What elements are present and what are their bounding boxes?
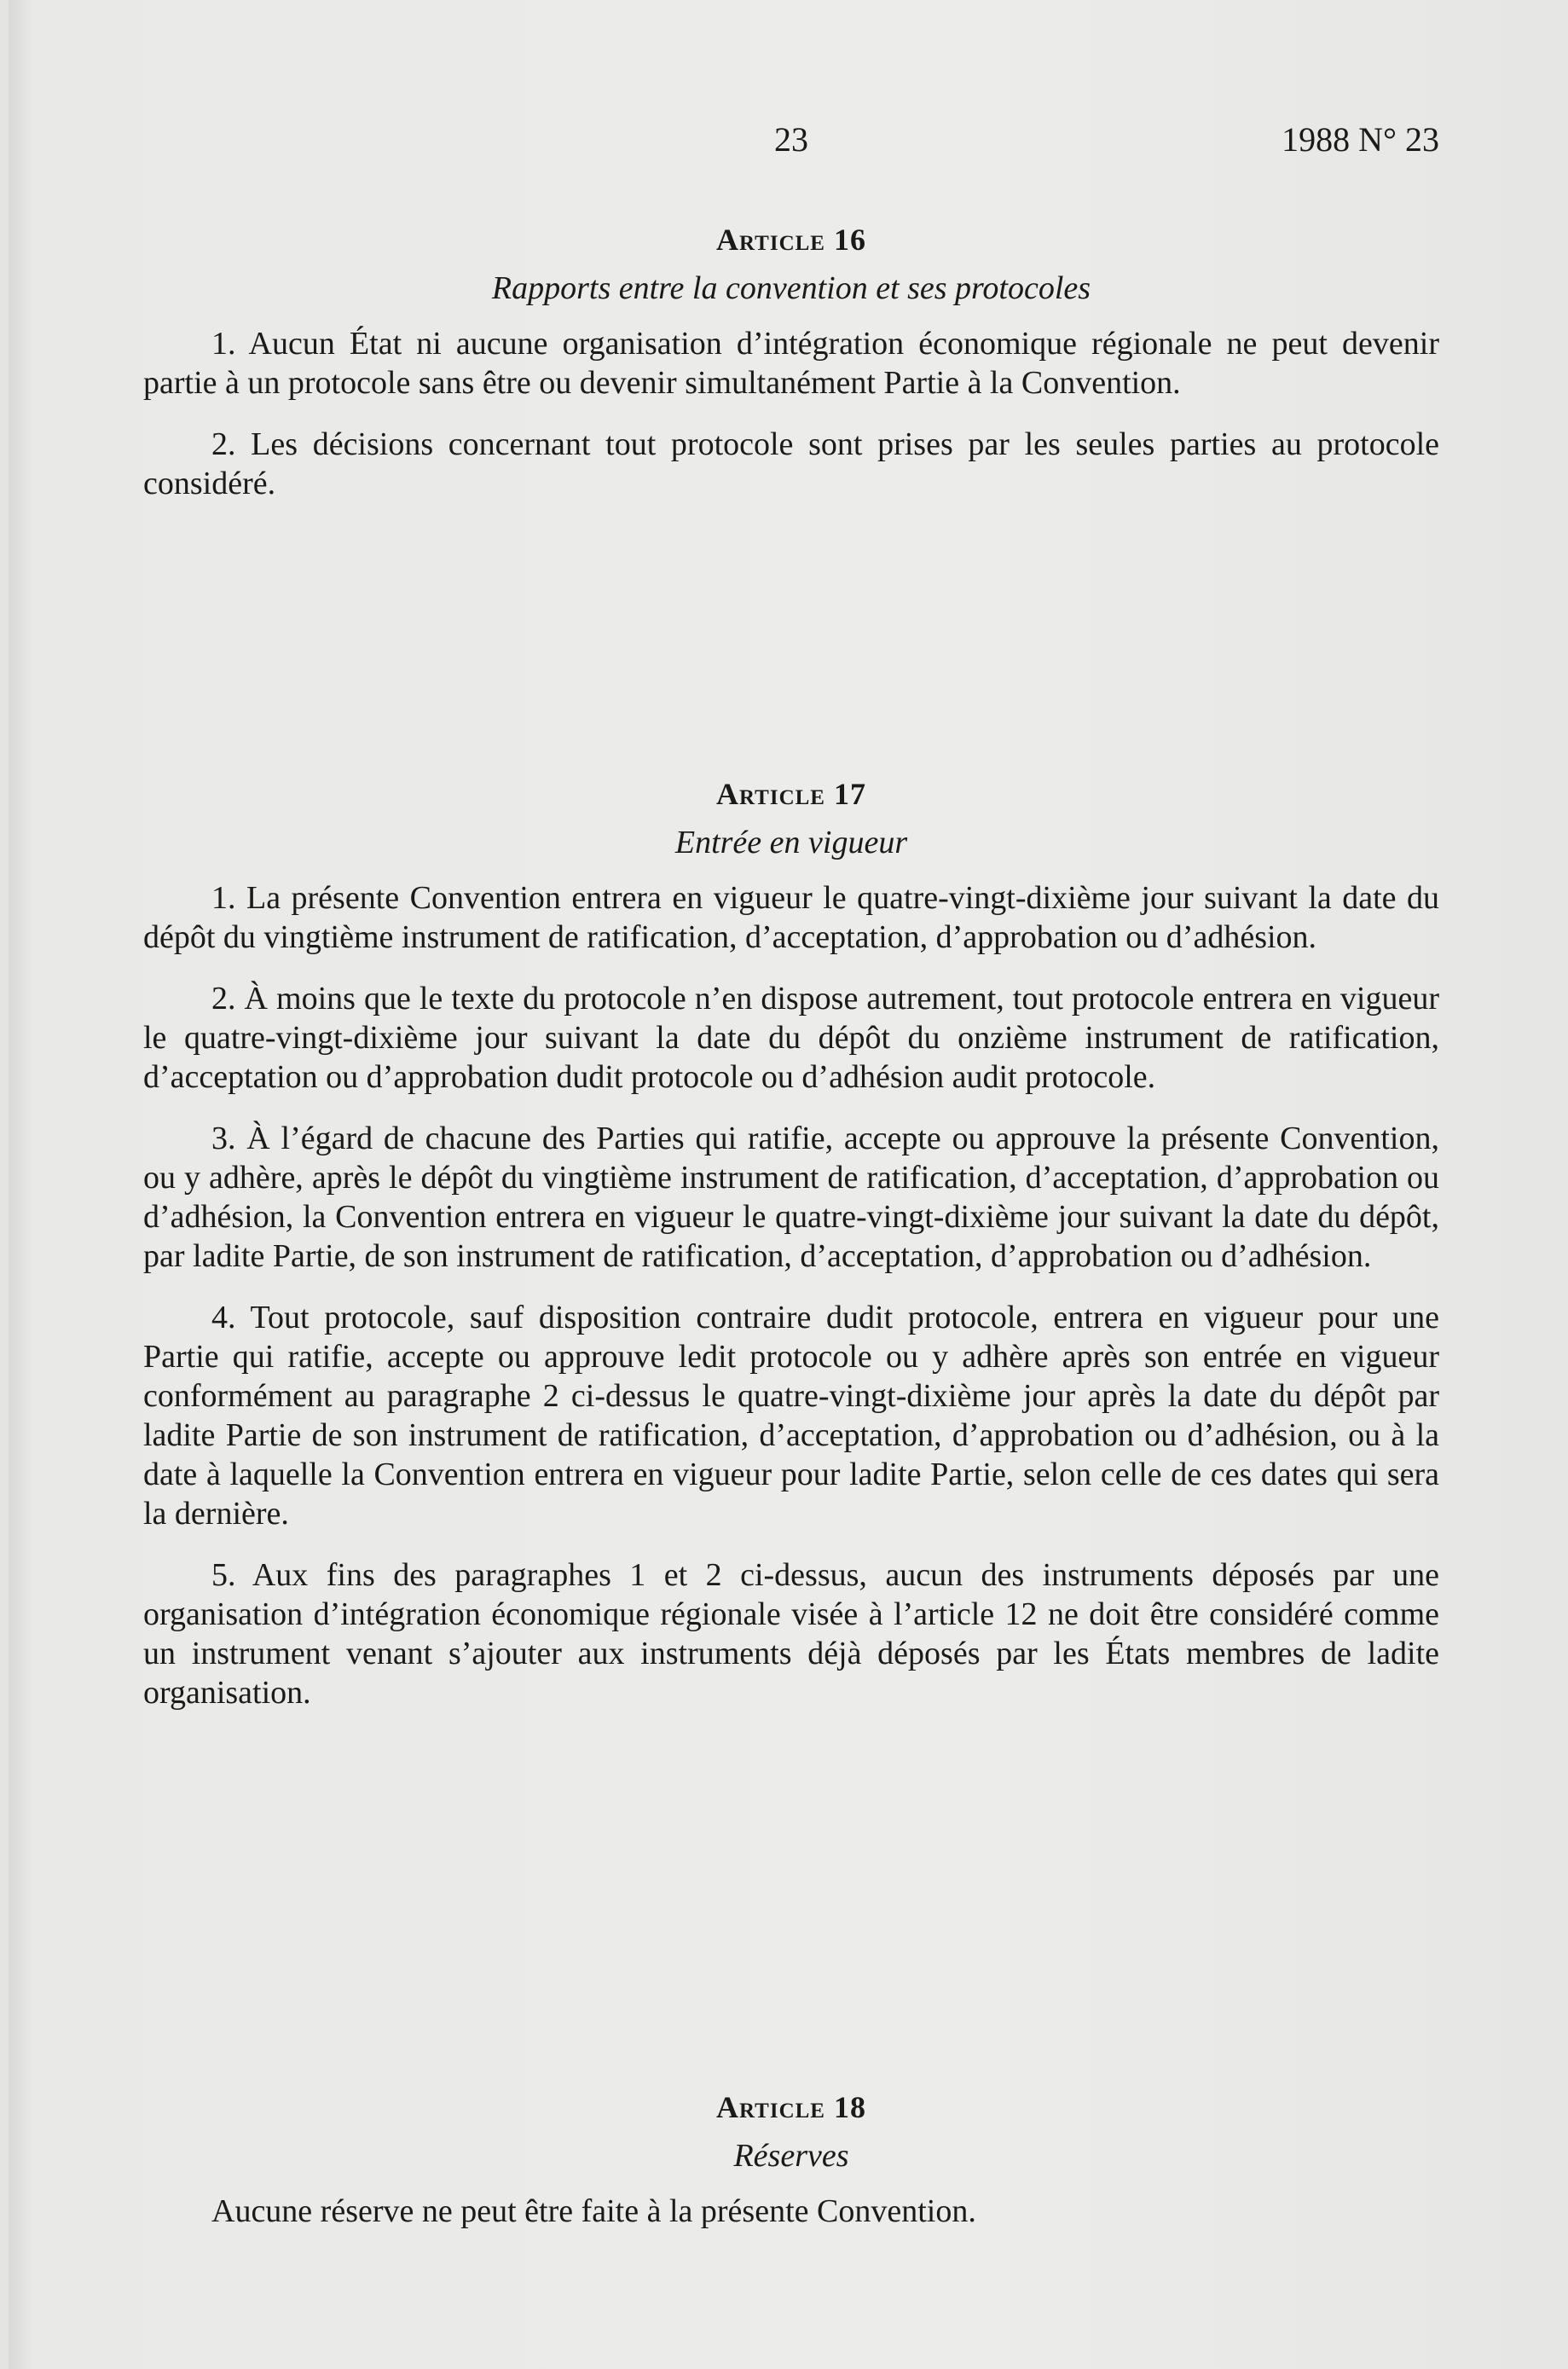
paragraph: 1. Aucun État ni aucune organisation d’intégration économique régionale ne peut devenir partie à un protocole sans être ou devenir simultanément Partie à la Convention. [143,326,1439,401]
document-page [9,0,1568,2369]
paragraph: 3. À l’égard de chacune des Parties qui ratifie, accepte ou approuve la présente Convention, ou y adhère, après le dépôt du vingtième instrument de ratification, d’acceptation, d’approbation ou d’adhésion, la Convention entrera en vigueur le quatre-vingt-dixième jour suivant la date du dépôt, par ladite Partie, de son instrument de ratification, d’acceptation, d’approbation ou d’adhésion. [143,1121,1439,1274]
article-16 [143,222,1439,525]
paragraph: 2. À moins que le texte du protocole n’en dispose autrement, tout protocole entrera en vigueur le quatre-vingt-dixième jour suivant la date du dépôt du onzième instrument de ratification, d’acceptation ou d’approbation dudit protocole ou d’adhésion audit protocole. [143,981,1439,1095]
article-title: Article 17 [716,777,866,811]
article-18 [143,2089,1439,2253]
document-reference: 1988 N° 23 [1282,120,1439,159]
paragraph: Aucune réserve ne peut être faite à la présente Convention. [211,2193,976,2229]
page-content [143,119,1439,2229]
article-title: Article 16 [716,223,866,257]
article-17 [143,776,1439,1735]
article-subtitle: Réserves [733,2138,849,2174]
paragraph: 2. Les décisions concernant tout protocole sont prises par les seules parties au protocole considéré. [143,426,1439,501]
page-number: 23 [774,120,808,159]
page-header [143,119,1439,171]
article-title: Article 18 [716,2090,866,2124]
paragraph: 4. Tout protocole, sauf disposition contraire dudit protocole, entrera en vigueur pour une Partie qui ratifie, accepte ou approuve ledit protocole ou y adhère après son entrée en vigueur conformément au paragraphe 2 ci-dessus le quatre-vingt-dixième jour après la date du dépôt par ladite Partie de son instrument de ratification, d’acceptation, d’approbation ou d’adhésion, ou à la date à laquelle la Convention entrera en vigueur pour ladite Partie, selon celle de ces dates qui sera la dernière. [143,1300,1439,1532]
paragraph: 5. Aux fins des paragraphes 1 et 2 ci-dessus, aucun des instruments déposés par une organisation d’intégration économique régionale visée à l’article 12 ne doit être considéré comme un instrument venant s’ajouter aux instruments déjà déposés par les États membres de ladite organisation. [143,1557,1439,1711]
article-subtitle: Entrée en vigueur [674,825,908,860]
paragraph: 1. La présente Convention entrera en vigueur le quatre-vingt-dixième jour suivant la date du dépôt du vingtième instrument de ratification, d’acceptation, d’approbation ou d’adhésion. [143,880,1439,955]
article-subtitle: Rapports entre la convention et ses protocoles [491,270,1091,306]
